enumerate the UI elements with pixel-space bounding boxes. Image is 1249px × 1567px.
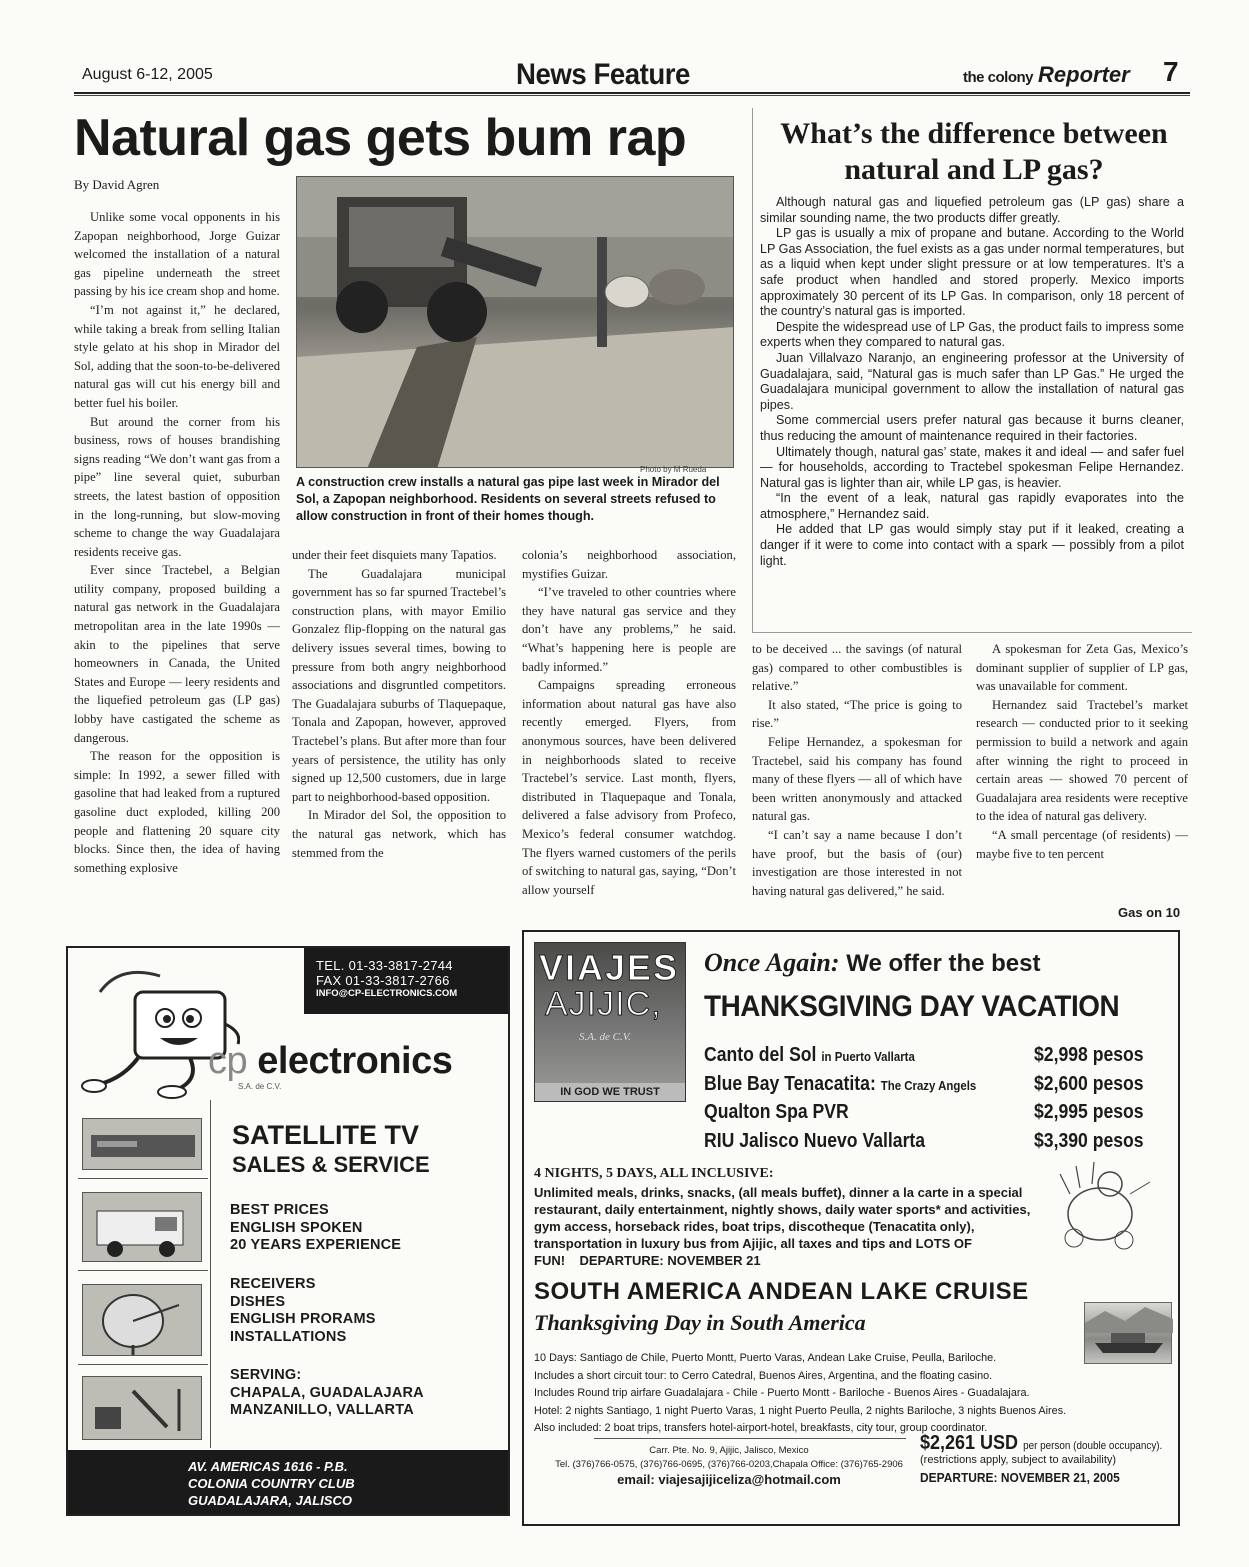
service-van-icon — [82, 1192, 202, 1262]
paragraph: In Mirador del Sol, the opposition to the natural gas network, which has stemmed from the — [292, 808, 506, 860]
agency-address — [534, 1444, 924, 1472]
article-column-4 — [752, 640, 962, 900]
ad-address-line: COLONIA COUNTRY CLUB — [188, 1476, 355, 1491]
destination-name: Canto del Sol — [704, 1044, 817, 1066]
brand-main: Reporter — [1038, 62, 1130, 87]
ad-address-footer — [68, 1450, 508, 1516]
cruise-price-note: per person (double occupancy). — [1023, 1440, 1163, 1452]
offer-heading — [704, 948, 1040, 978]
destination-name: Blue Bay Tenacatita: — [704, 1073, 876, 1095]
departure-1: DEPARTURE: NOVEMBER 21 — [579, 1253, 761, 1268]
ad-divider — [210, 1100, 211, 1448]
header-rule — [74, 92, 1190, 96]
cruise-price-amount: $2,261 USD — [920, 1432, 1019, 1454]
destination-name: RIU Jalisco Nuevo Vallarta — [704, 1130, 926, 1152]
paragraph: Felipe Hernandez, a spokesman for Tractebel, said his company has found many of these flyers — all of which have been written anonymously and attacked natural gas. — [752, 734, 962, 824]
cruise-departure: DEPARTURE: NOVEMBER 21, 2005 — [920, 1470, 1120, 1485]
inclusive-heading: 4 NIGHTS, 5 DAYS, ALL INCLUSIVE: — [534, 1166, 774, 1181]
paragraph: “I can’t say a name because I don’t have proof, but the basis of (our) investigation are those interested in not having natural gas delivered,” he said. — [752, 827, 962, 898]
paragraph: Ultimately though, natural gas’ state, makes it and ideal — and safer fuel — for households, according to Tractebel spokesman Felipe Hernandez. Natural gas is lighter than air, while LP gas, is heavier. — [760, 444, 1184, 490]
ad-line: RECEIVERS — [230, 1276, 316, 1292]
turkey-cartoon-icon — [1040, 1154, 1160, 1254]
photo-caption: A construction crew installs a natural gas pipe last week in Mirador del Sol, a Zapopan neighborhood. Residents on several streets refused to allow construction in front of their homes though. — [296, 475, 720, 523]
destination-sub: in Puerto Vallarta — [821, 1049, 915, 1064]
paragraph: Campaigns spreading erroneous information about natural gas have also recently emerged. Flyers, from anonymous sources, have been delivered in neighborhoods slated to receive Tractebel’s service. Last month, flyers, distributed in Tlaquepaque and Tonala, delivered a false advisory from Profeco, Mexico’s federal consumer watchdog. The flyers warned customers of the perils of switching to natural gas, saying, “Don’t allow yourself — [522, 678, 736, 897]
once-again: Once Again: — [704, 948, 840, 977]
paragraph: A spokesman for Zeta Gas, Mexico’s dominant supplier of supplier of LP gas, was unavailable for comment. — [976, 642, 1188, 694]
tools-icon — [82, 1376, 202, 1440]
ad-phone: TEL. 01-33-3817-2744 — [316, 958, 453, 973]
ad-features-block — [230, 1202, 401, 1255]
ad-line: CHAPALA, GUADALAJARA — [230, 1384, 424, 1401]
destination-sub: The Crazy Angels — [880, 1078, 977, 1093]
paragraph: The reason for the opposition is simple: In 1992, a sewer filled with gasoline that had leaked from a ruptured gasoline duct exploded, killing 200 people and flattening 20 square city blocks. Since then, the idea of having something explosive — [74, 749, 280, 875]
ad-divider — [78, 1178, 208, 1179]
offer-text: We offer the best — [846, 950, 1041, 977]
paragraph: Although natural gas and liquefied petroleum gas (LP gas) share a similar sounding name, the two products differ greatly. — [760, 195, 1184, 225]
masthead-brand — [963, 62, 1130, 88]
paragraph: He added that LP gas would simply stay put if it leaked, creating a danger if it were to come into contact with a spark — possibly from a pilot light. — [760, 522, 1184, 568]
paragraph: colonia’s neighborhood association, mystifies Guizar. — [522, 548, 736, 581]
destination-name: Qualton Spa PVR — [704, 1101, 849, 1123]
cruise-heading: SOUTH AMERICA ANDEAN LAKE CRUISE — [534, 1278, 1029, 1305]
satellite-title: SATELLITE TV — [232, 1120, 419, 1150]
cruise-detail-line: Includes Round trip airfare Guadalajara - Chile - Puerto Montt - Bariloche - Buenos Aires - Guadalajara. — [534, 1387, 1030, 1399]
logo-line-1: VIAJES — [539, 947, 680, 988]
ad-email: INFO@CP-ELECTRONICS.COM — [316, 988, 458, 999]
ad-line: MANZANILLO, VALLARTA — [230, 1402, 414, 1418]
cruise-detail-line: Hotel: 2 nights Santiago, 1 night Puerto Varas, 1 night Puerto Peulla, 2 nights Bariloche, 3 nights Buenos Aires. — [534, 1404, 1067, 1417]
address-line: Carr. Pte. No. 9, Ajijic, Jalisco, Mexico — [649, 1445, 809, 1456]
cruise-detail-line: Also included: 2 boat trips, transfers hotel-airport-hotel, breakfasts, city tour, group coordinator. — [534, 1422, 988, 1434]
paragraph: The Guadalajara municipal government has so far spurned Tractebel’s construction plans, with mayor Emilio Gonzalez flip-flopping on the natural gas delivery issues several times, bowing to pressure from both angry neighborhood associations and disgruntled competitors. The Guadalajara suburbs of Tlaquepaque, Tonala and Zapopan, however, approved Tractebel’s plans. But after more than four years of persistence, the utility has only signed up 12,500 customers, due in large part to neighborhood-based opposition. — [292, 566, 506, 804]
paragraph: It also stated, “The price is going to rise.” — [752, 697, 962, 731]
ad-products-block — [230, 1276, 376, 1346]
page-number: 7 — [1163, 56, 1179, 87]
article-photo — [296, 176, 734, 468]
paragraph: But around the corner from his business, rows of houses brandishing signs reading “We don’t want gas from a pipe” line several quiet, suburban streets, the latest bastion of opposition in the long-running, but slow-moving scheme to change the way Guadalajara residents receive gas. — [74, 414, 280, 559]
cp-logo-sa: S.A. de C.V. — [238, 1082, 282, 1091]
ad-line: 20 YEARS EXPERIENCE — [230, 1237, 402, 1253]
paragraph: Some commercial users prefer natural gas because it burns cleaner, thus reducing the amount of maintenance required in their factories. — [760, 413, 1184, 443]
article-column-5 — [976, 640, 1188, 863]
photo-credit: Photo by M Rueda — [640, 465, 707, 474]
inclusive-body — [534, 1184, 1054, 1269]
satellite-subtitle: SALES & SERVICE — [232, 1152, 430, 1177]
destination-price: $2,998 pesos — [1034, 1044, 1144, 1066]
paragraph: to be deceived ... the savings (of natural gas) compared to other combustibles is relative.” — [752, 642, 962, 694]
ad-line: DISHES — [230, 1293, 286, 1310]
paragraph: Unlike some vocal opponents in his Zapopan neighborhood, Jorge Guizar welcomed the installation of a natural gas pipeline underneath the street passing by his ice cream shop and home. — [74, 210, 280, 299]
issue-date: August 6-12, 2005 — [82, 66, 213, 83]
ad-address-line: GUADALAJARA, JALISCO — [188, 1493, 352, 1508]
brand-small: the colony — [963, 69, 1034, 86]
construction-photo-icon — [297, 177, 734, 468]
cruise-price — [920, 1432, 1162, 1455]
paragraph: “I’m not against it,” he declared, while taking a break from selling Italian style gelato at his shop in Mirador del Sol, adding that the soon-to-be-delivered natural gas will cut his energy bill and better fuel his boiler. — [74, 302, 280, 410]
cruise-details — [534, 1350, 1148, 1438]
inclusive-text: Unlimited meals, drinks, snacks, (all meals buffet), dinner a la carte in a special restaurant, daily entertainment, nightly shows, daily water sports* and activities, gym access, horseback rides, boat trips, discotheque (Tenacatita only), transportation in luxury bus from Ajijic, all taxes and tips and LOTS OF FUN! — [534, 1185, 1031, 1268]
paragraph: Hernandez said Tractebel’s market research — conducted prior to it seeking permission to build a network and again after winning the right to proceed in certain areas — showed 70 percent of Guadalajara area residents were receptive to the idea of natural gas delivery. — [976, 697, 1188, 824]
ad-divider — [594, 1438, 906, 1439]
article-column-3 — [522, 546, 736, 899]
article-byline: By David Agren — [74, 177, 160, 192]
satellite-dish-icon — [82, 1284, 202, 1356]
cruise-restrictions: (restrictions apply, subject to availability) — [920, 1454, 1117, 1466]
paragraph: Despite the widespread use of LP Gas, the product fails to impress some experts when they compared to natural gas. — [760, 319, 1184, 350]
ad-fax: FAX 01-33-3817-2766 — [316, 973, 450, 988]
ad-line: SERVING: — [230, 1367, 302, 1383]
paragraph: “In the event of a leak, natural gas rapidly evaporates into the atmosphere,” Hernandez said. — [760, 491, 1184, 521]
paragraph: “I’ve traveled to other countries where they have natural gas service and they don’t have any problems,” he said. “What’s happening here is people are badly informed.” — [522, 585, 736, 674]
ad-line: BEST PRICES — [230, 1202, 329, 1218]
paragraph: Juan Villalvazo Naranjo, an engineering professor at the University of Guadalajara, said, “Natural gas is much safer than LP Gas.” He urged the Guadalajara municipal government to allow the installation of natural gas pipes. — [760, 350, 1184, 412]
ad-line: ENGLISH PRORAMS — [230, 1311, 376, 1327]
thanksgiving-heading: THANKSGIVING DAY VACATION — [704, 990, 1120, 1023]
ad-divider — [78, 1270, 208, 1271]
logo-line-2: AJIJIC, — [545, 985, 662, 1023]
phone-line: Tel. (376)766-0575, (376)766-0695, (376)766-0203,Chapala Office: (376)765-2906 — [555, 1459, 903, 1470]
section-title: News Feature — [516, 58, 690, 91]
continued-jump: Gas on 10 — [1118, 905, 1181, 920]
agency-email: email: viajesajijiceliza@hotmail.com — [617, 1472, 841, 1487]
paragraph: under their feet disquiets many Tapatios. — [292, 548, 497, 562]
article-headline: Natural gas gets bum rap — [74, 109, 687, 167]
viajes-ajijic-ad — [522, 930, 1180, 1526]
sidebar-body — [760, 195, 1184, 569]
cp-logo — [208, 1040, 452, 1083]
logo-trust-banner: IN GOD WE TRUST — [535, 1083, 685, 1101]
ad-line: ENGLISH SPOKEN — [230, 1219, 363, 1236]
cp-logo-word: electronics — [257, 1040, 453, 1082]
ad-divider — [78, 1364, 208, 1365]
cruise-detail-line: Includes a short circuit tour: to Cerro Catedral, Buenos Aires, Argentina, and the floating casino. — [534, 1369, 993, 1382]
cruise-detail-line: 10 Days: Santiago de Chile, Puerto Montt, Puerto Varas, Andean Lake Cruise, Peulla, Bariloche. — [534, 1352, 997, 1364]
paragraph: “A small percentage (of residents) — maybe five to ten percent — [976, 827, 1188, 861]
ad-contact-box — [304, 948, 510, 1014]
ad-address-line: AV. AMERICAS 1616 - P.B. — [188, 1459, 348, 1474]
viajes-logo — [534, 942, 686, 1102]
cruise-subheading: Thanksgiving Day in South America — [534, 1310, 866, 1335]
article-column-1 — [74, 208, 280, 877]
sidebar-title: What’s the difference between natural and LP gas? — [780, 117, 1168, 186]
paragraph: Ever since Tractebel, a Belgian utility company, proposed building a natural gas network in the Guadalajara metropolitan area in the late 1990s — akin to the pipelines that serve homeowners in Canada, the United States and Europe — leery residents and the liquefied petroleum gas (LP gas) lobby have castigated the scheme as dangerous. — [74, 563, 280, 745]
destination-price: $3,390 pesos — [1034, 1130, 1144, 1152]
cp-electronics-ad — [66, 946, 510, 1516]
ad-serving-block — [230, 1367, 424, 1420]
ad-line: INSTALLATIONS — [230, 1328, 347, 1345]
logo-line-3: S.A. de C.V. — [579, 1031, 631, 1043]
cp-logo-prefix: cp — [208, 1040, 248, 1082]
receiver-icon — [82, 1118, 202, 1170]
satellite-heading — [232, 1120, 430, 1180]
paragraph: LP gas is usually a mix of propane and butane. According to the World LP Gas Association, the fuel exists as a gas under normal temperatures, but as a liquid when kept under slight pressure or at low temperatures. It’s a safe product when handled and stored properly. Mexico imports approximately 30 percent of its LP Gas. In comparison, only 18 percent of the country’s natural gas is imported. — [760, 226, 1184, 319]
destination-price: $2,600 pesos — [1034, 1073, 1144, 1095]
article-column-2 — [292, 546, 506, 862]
destination-price: $2,995 pesos — [1034, 1101, 1144, 1123]
